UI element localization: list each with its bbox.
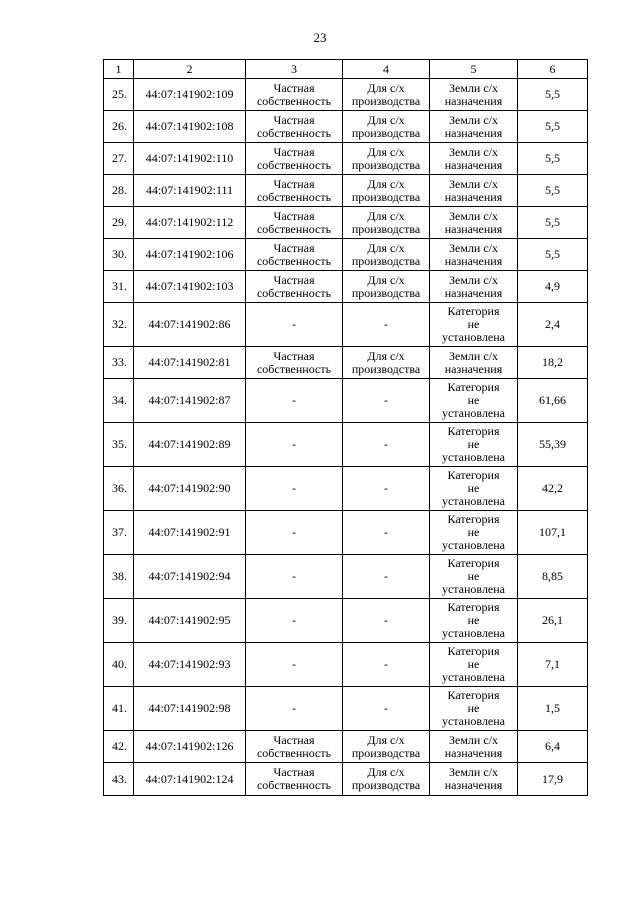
ownership — [246, 175, 343, 207]
table-row — [104, 111, 588, 143]
cadastral-number: 44:07:141902:126 — [134, 731, 246, 763]
permitted-use — [343, 175, 430, 207]
cadastral-number: 44:07:141902:89 — [134, 423, 246, 467]
permitted-use — [343, 207, 430, 239]
permitted-use-line: производства — [351, 157, 421, 172]
land-category — [430, 175, 518, 207]
permitted-use-line: - — [384, 525, 388, 539]
ownership — [246, 207, 343, 239]
ownership-line: собственность — [256, 285, 332, 300]
table-row — [104, 271, 588, 303]
permitted-use-line: Для с/х — [367, 176, 405, 191]
permitted-use — [343, 303, 430, 347]
table-row — [104, 239, 588, 271]
land-category-line: назначения — [444, 93, 503, 108]
land-category — [430, 643, 518, 687]
cadastral-number: 44:07:141902:110 — [134, 143, 246, 175]
area: 107,1 — [518, 511, 588, 555]
area: 1,5 — [518, 687, 588, 731]
area: 8,85 — [518, 555, 588, 599]
permitted-use-line: - — [384, 437, 388, 451]
land-category-line: Категория — [447, 556, 500, 570]
ownership — [246, 79, 343, 111]
ownership-line: - — [292, 481, 296, 495]
land-category-line: Земли с/х — [448, 272, 498, 287]
land-category-line: назначения — [444, 125, 503, 140]
table-header-row — [104, 60, 588, 79]
area: 4,9 — [518, 271, 588, 303]
row-number: 30. — [104, 239, 134, 271]
land-category-line: установлена — [441, 582, 506, 596]
cadastral-number: 44:07:141902:87 — [134, 379, 246, 423]
permitted-use-line: Для с/х — [367, 348, 405, 363]
land-category-line: установлена — [441, 450, 506, 464]
table-row — [104, 379, 588, 423]
ownership-line: Частная — [273, 208, 315, 223]
land-category-line: Земли с/х — [448, 176, 498, 191]
cadastral-number: 44:07:141902:95 — [134, 599, 246, 643]
area: 7,1 — [518, 643, 588, 687]
permitted-use — [343, 763, 430, 796]
row-number: 35. — [104, 423, 134, 467]
land-category-line: назначения — [444, 778, 503, 792]
header-cell: 3 — [246, 60, 343, 79]
cadastral-number: 44:07:141902:111 — [134, 175, 246, 207]
land-category-line: не — [467, 569, 480, 583]
land-category-line: назначения — [444, 745, 503, 760]
cadastral-number: 44:07:141902:112 — [134, 207, 246, 239]
land-category-line: Земли с/х — [448, 80, 498, 95]
cadastral-number: 44:07:141902:124 — [134, 763, 246, 796]
table-row — [104, 207, 588, 239]
permitted-use-line: Для с/х — [367, 272, 405, 287]
permitted-use-line: Для с/х — [367, 144, 405, 159]
permitted-use-line: Для с/х — [367, 732, 405, 747]
land-category-line: Категория — [447, 688, 500, 702]
permitted-use — [343, 111, 430, 143]
permitted-use-line: производства — [351, 745, 421, 760]
area: 5,5 — [518, 111, 588, 143]
ownership — [246, 687, 343, 731]
permitted-use-line: производства — [351, 189, 421, 204]
ownership-line: собственность — [256, 157, 332, 172]
area: 5,5 — [518, 207, 588, 239]
land-category — [430, 555, 518, 599]
ownership-line: собственность — [256, 778, 332, 792]
permitted-use — [343, 79, 430, 111]
cadastral-number: 44:07:141902:103 — [134, 271, 246, 303]
land-category-line: не — [467, 525, 480, 539]
permitted-use-line: производства — [351, 253, 421, 268]
land-category-line: не — [467, 317, 480, 331]
land-category-line: установлена — [441, 330, 506, 344]
ownership — [246, 423, 343, 467]
permitted-use — [343, 423, 430, 467]
permitted-use — [343, 379, 430, 423]
row-number: 29. — [104, 207, 134, 239]
cadastral-number: 44:07:141902:98 — [134, 687, 246, 731]
land-category — [430, 111, 518, 143]
table-row — [104, 731, 588, 763]
land-category — [430, 379, 518, 423]
ownership — [246, 303, 343, 347]
land-category-line: назначения — [444, 221, 503, 236]
ownership-line: Частная — [273, 80, 315, 95]
ownership — [246, 511, 343, 555]
permitted-use-line: - — [384, 569, 388, 583]
ownership-line: - — [292, 657, 296, 671]
cadastral-number: 44:07:141902:93 — [134, 643, 246, 687]
cadastral-number: 44:07:141902:94 — [134, 555, 246, 599]
area: 61,66 — [518, 379, 588, 423]
ownership-line: - — [292, 317, 296, 331]
land-category — [430, 763, 518, 796]
ownership — [246, 271, 343, 303]
permitted-use-line: Для с/х — [367, 765, 405, 779]
permitted-use-line: - — [384, 317, 388, 331]
permitted-use-line: производства — [351, 361, 421, 376]
permitted-use — [343, 143, 430, 175]
land-category-line: Земли с/х — [448, 765, 498, 779]
row-number: 39. — [104, 599, 134, 643]
permitted-use — [343, 731, 430, 763]
row-number: 33. — [104, 347, 134, 379]
land-category — [430, 423, 518, 467]
header-cell: 6 — [518, 60, 588, 79]
permitted-use-line: Для с/х — [367, 112, 405, 127]
permitted-use-line: - — [384, 481, 388, 495]
land-category-line: Категория — [447, 468, 500, 482]
land-category-line: установлена — [441, 406, 506, 420]
permitted-use-line: Для с/х — [367, 240, 405, 255]
table-row — [104, 347, 588, 379]
land-category-line: Земли с/х — [448, 732, 498, 747]
ownership — [246, 643, 343, 687]
area: 42,2 — [518, 467, 588, 511]
ownership-line: собственность — [256, 93, 332, 108]
ownership-line: - — [292, 569, 296, 583]
cadastral-number: 44:07:141902:106 — [134, 239, 246, 271]
land-category — [430, 271, 518, 303]
land-category-line: не — [467, 701, 480, 715]
ownership-line: Частная — [273, 176, 315, 191]
permitted-use-line: Для с/х — [367, 208, 405, 223]
land-category-line: Земли с/х — [448, 208, 498, 223]
land-category-line: Категория — [447, 600, 500, 614]
cadastral-number: 44:07:141902:109 — [134, 79, 246, 111]
row-number: 31. — [104, 271, 134, 303]
permitted-use-line: - — [384, 701, 388, 715]
permitted-use — [343, 599, 430, 643]
land-category-line: назначения — [444, 189, 503, 204]
ownership-line: - — [292, 393, 296, 407]
land-category-line: Земли с/х — [448, 240, 498, 255]
ownership-line: - — [292, 701, 296, 715]
row-number: 25. — [104, 79, 134, 111]
permitted-use — [343, 347, 430, 379]
land-category-line: не — [467, 437, 480, 451]
table-row — [104, 79, 588, 111]
land-category — [430, 511, 518, 555]
permitted-use-line: Для с/х — [367, 80, 405, 95]
area: 5,5 — [518, 175, 588, 207]
table-row — [104, 643, 588, 687]
table-row — [104, 467, 588, 511]
land-category — [430, 79, 518, 111]
row-number: 36. — [104, 467, 134, 511]
land-category — [430, 303, 518, 347]
table-row — [104, 555, 588, 599]
permitted-use-line: - — [384, 613, 388, 627]
land-category-line: Земли с/х — [448, 144, 498, 159]
table-row — [104, 303, 588, 347]
cadastral-number: 44:07:141902:90 — [134, 467, 246, 511]
permitted-use-line: производства — [351, 221, 421, 236]
ownership-line: Частная — [273, 732, 315, 747]
ownership — [246, 763, 343, 796]
permitted-use-line: - — [384, 657, 388, 671]
ownership — [246, 143, 343, 175]
ownership-line: собственность — [256, 253, 332, 268]
page-number: 23 — [313, 30, 327, 45]
row-number: 27. — [104, 143, 134, 175]
row-number: 40. — [104, 643, 134, 687]
permitted-use-line: производства — [351, 285, 421, 300]
table-row — [104, 511, 588, 555]
land-category-line: назначения — [444, 253, 503, 268]
ownership — [246, 599, 343, 643]
land-category-line: не — [467, 481, 480, 495]
area: 5,5 — [518, 143, 588, 175]
permitted-use — [343, 555, 430, 599]
permitted-use — [343, 467, 430, 511]
land-category-line: не — [467, 613, 480, 627]
land-category — [430, 239, 518, 271]
area: 2,4 — [518, 303, 588, 347]
area: 5,5 — [518, 79, 588, 111]
ownership — [246, 111, 343, 143]
area: 26,1 — [518, 599, 588, 643]
land-plots-table — [103, 59, 588, 796]
permitted-use-line: производства — [351, 93, 421, 108]
header-cell: 2 — [134, 60, 246, 79]
ownership-line: Частная — [273, 348, 315, 363]
row-number: 37. — [104, 511, 134, 555]
land-category-line: Земли с/х — [448, 112, 498, 127]
ownership-line: - — [292, 525, 296, 539]
cadastral-number: 44:07:141902:91 — [134, 511, 246, 555]
land-category-line: установлена — [441, 670, 506, 684]
land-category-line: Категория — [447, 380, 500, 394]
ownership — [246, 555, 343, 599]
cadastral-number: 44:07:141902:81 — [134, 347, 246, 379]
header-cell: 4 — [343, 60, 430, 79]
cadastral-number: 44:07:141902:108 — [134, 111, 246, 143]
land-category — [430, 687, 518, 731]
ownership-line: Частная — [273, 112, 315, 127]
table-row — [104, 599, 588, 643]
permitted-use-line: производства — [351, 778, 421, 792]
table-row — [104, 763, 588, 796]
ownership — [246, 467, 343, 511]
land-category-line: Категория — [447, 424, 500, 438]
area: 6,4 — [518, 731, 588, 763]
land-category — [430, 731, 518, 763]
header-cell: 1 — [104, 60, 134, 79]
land-category-line: назначения — [444, 157, 503, 172]
row-number: 41. — [104, 687, 134, 731]
ownership-line: собственность — [256, 189, 332, 204]
row-number: 28. — [104, 175, 134, 207]
land-category-line: установлена — [441, 626, 506, 640]
permitted-use-line: производства — [351, 125, 421, 140]
permitted-use-line: - — [384, 393, 388, 407]
land-category — [430, 207, 518, 239]
ownership-line: Частная — [273, 240, 315, 255]
ownership-line: Частная — [273, 765, 315, 779]
land-category-line: назначения — [444, 285, 503, 300]
row-number: 43. — [104, 763, 134, 796]
area: 18,2 — [518, 347, 588, 379]
land-category — [430, 347, 518, 379]
area: 55,39 — [518, 423, 588, 467]
row-number: 26. — [104, 111, 134, 143]
ownership-line: собственность — [256, 361, 332, 376]
ownership-line: собственность — [256, 221, 332, 236]
table-row — [104, 687, 588, 731]
permitted-use — [343, 511, 430, 555]
ownership-line: собственность — [256, 125, 332, 140]
land-category-line: установлена — [441, 494, 506, 508]
land-category-line: не — [467, 657, 480, 671]
land-category-line: не — [467, 393, 480, 407]
permitted-use — [343, 239, 430, 271]
land-category-line: Категория — [447, 304, 500, 318]
ownership — [246, 347, 343, 379]
ownership — [246, 239, 343, 271]
row-number: 42. — [104, 731, 134, 763]
land-category-line: Земли с/х — [448, 348, 498, 363]
land-category — [430, 467, 518, 511]
land-category — [430, 143, 518, 175]
permitted-use — [343, 271, 430, 303]
land-category-line: установлена — [441, 538, 506, 552]
land-category-line: Категория — [447, 512, 500, 526]
permitted-use — [343, 687, 430, 731]
row-number: 38. — [104, 555, 134, 599]
ownership-line: - — [292, 437, 296, 451]
area: 5,5 — [518, 239, 588, 271]
ownership — [246, 731, 343, 763]
permitted-use — [343, 643, 430, 687]
ownership-line: Частная — [273, 144, 315, 159]
ownership-line: - — [292, 613, 296, 627]
ownership-line: Частная — [273, 272, 315, 287]
land-category-line: Категория — [447, 644, 500, 658]
ownership — [246, 379, 343, 423]
table-row — [104, 175, 588, 207]
land-category-line: назначения — [444, 361, 503, 376]
cadastral-number: 44:07:141902:86 — [134, 303, 246, 347]
row-number: 34. — [104, 379, 134, 423]
land-category — [430, 599, 518, 643]
area: 17,9 — [518, 763, 588, 796]
land-category-line: установлена — [441, 714, 506, 728]
table-row — [104, 143, 588, 175]
header-cell: 5 — [430, 60, 518, 79]
ownership-line: собственность — [256, 745, 332, 760]
table-row — [104, 423, 588, 467]
row-number: 32. — [104, 303, 134, 347]
